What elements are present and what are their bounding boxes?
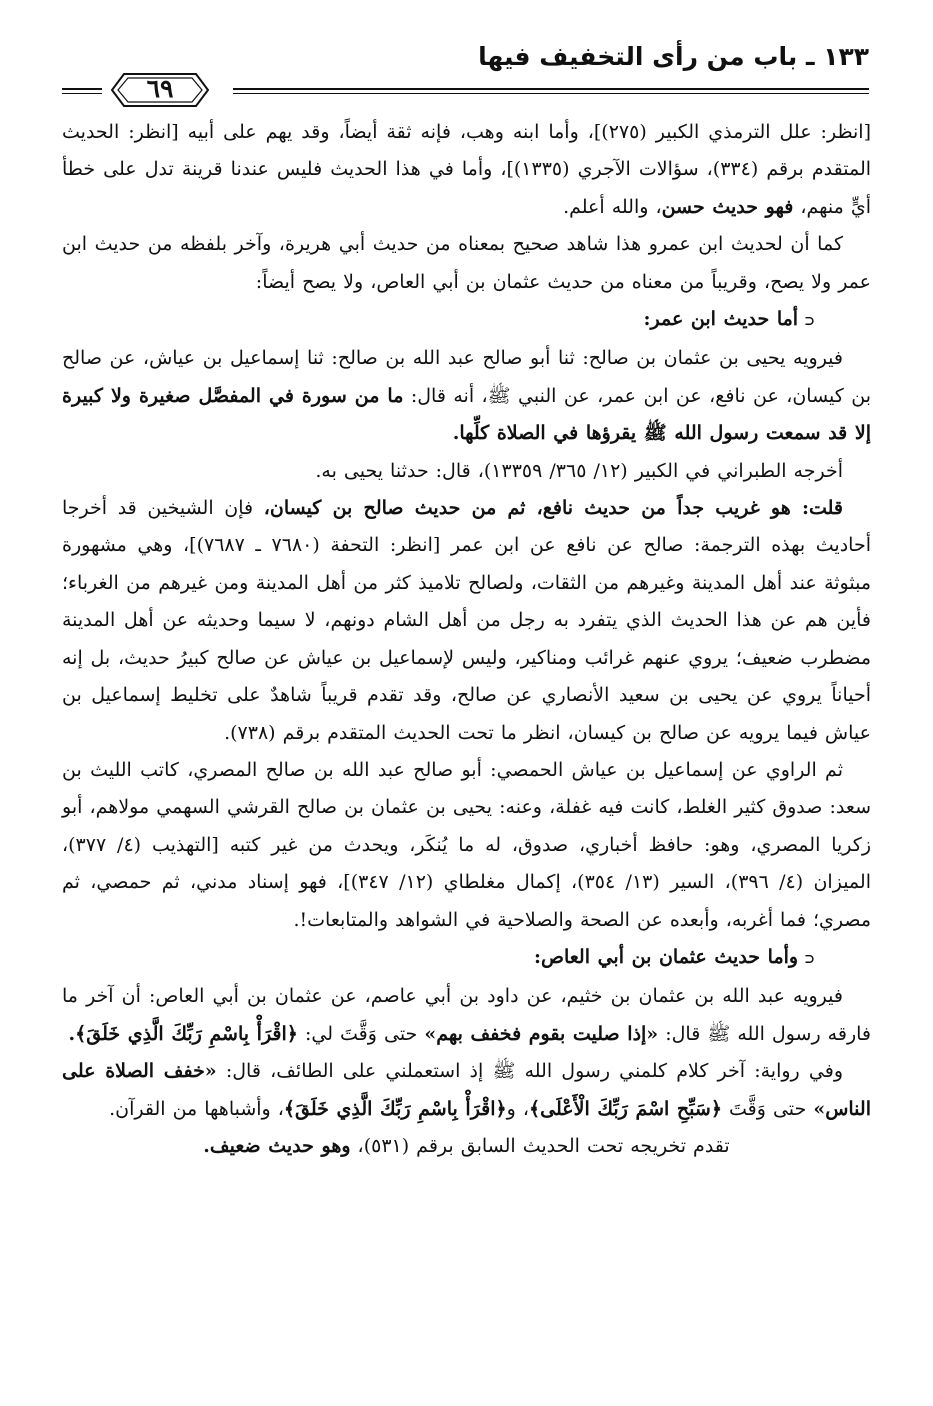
section-heading xyxy=(62,939,871,978)
paragraph: كما أن لحديث ابن عمرو هذا شاهد صحيح بمعناه من حديث أبي هريرة، وآخر بلفظه من حديث ابن عمر ولا يصح، وقريباً من معناه من حديث عثمان بن أبي العاص، ولا يصح أيضاً: xyxy=(62,233,871,293)
ruling-text: فهو حديث حسن xyxy=(661,195,794,218)
text-run: حتى وَقَّتَ لي: xyxy=(297,1022,425,1045)
bullet-icon: ⊂ xyxy=(804,314,815,330)
ruling-text: وهو حديث ضعيف. xyxy=(203,1134,351,1157)
paragraph xyxy=(62,1128,871,1165)
section-heading-text: وأما حديث عثمان بن أبي العاص: xyxy=(533,945,799,968)
page-number-badge xyxy=(110,70,210,110)
paragraph xyxy=(62,114,871,226)
header-rule xyxy=(62,88,102,90)
text-run: حتى وَقَّتَ xyxy=(721,1097,814,1120)
text-run: تقدم تخريجه تحت الحديث السابق برقم (٥٣١)، xyxy=(350,1134,730,1157)
paragraph: أخرجه الطبراني في الكبير (١٢/ ٣٦٥/ ١٣٣٥٩)، قال: حدثنا يحيى به. xyxy=(315,459,843,482)
chapter-title: ١٣٣ ـ باب من رأى التخفيف فيها xyxy=(478,42,869,71)
text-run: [انظر: علل الترمذي الكبير (٢٧٥)]، وأما ابنه وهب، فإنه ثقة أيضاً، وقد يهم على أبيه [انظر: الحديث المتقدم برقم (٣٣٤)، سؤالات الآجري (١٣٣٥)]، وأما في هذا الحديث فليس عندنا قرينة تدل على خطأ أيٍّ منهم، xyxy=(62,121,872,218)
text-run: وفي رواية: آخر كلام كلمني رسول الله ﷺ إذ استعملني على الطائف، قال: xyxy=(216,1060,843,1083)
quran-verse: ﴿سَبِّحِ اسْمَ رَبِّكَ الْأَعْلَى﴾ xyxy=(529,1097,722,1120)
page-number: ٦٩ xyxy=(146,74,174,103)
header-rule xyxy=(62,93,102,94)
quran-verse: ﴿اقْرَأْ بِاسْمِ رَبِّكَ الَّذِي خَلَقَ﴾. xyxy=(68,1022,298,1045)
text-run: ، و xyxy=(506,1097,530,1120)
page-body xyxy=(62,114,871,1165)
text-run: ، والله أعلم. xyxy=(563,195,662,218)
paragraph xyxy=(62,978,871,1053)
hadith-text: «خفف الصلاة على الناس» xyxy=(62,1060,871,1120)
text-run: ، وأشباهها من القرآن. xyxy=(109,1097,284,1120)
ruling-text: قلت: هو غريب جداً من حديث نافع، ثم من حديث صالح بن كيسان، xyxy=(263,497,843,520)
paragraph xyxy=(62,340,871,452)
paragraph xyxy=(62,1053,871,1128)
quran-verse: ﴿اقْرَأْ بِاسْمِ رَبِّكَ الَّذِي خَلَقَ﴾ xyxy=(283,1097,507,1120)
section-heading xyxy=(62,301,871,340)
paragraph xyxy=(62,490,871,752)
header-rule xyxy=(233,88,869,90)
text-run: فإن الشيخين قد أخرجا أحاديث بهذه الترجمة: صالح عن نافع عن ابن عمر [انظر: التحفة (٧٦٨٠ ـ ٧٦٨٧)]، وهي مشهورة مبثوثة عند أهل المدينة وغيرهم من الثقات، ولصالح تلاميذ كثر من أهل المدينة ومن غيرهم من الغرباء؛ فأين هم عن هذا الحديث الذي يتفرد به رجل من أهل الشام دونهم، لا سيما وحديثه عن أهل المدينة مضطرب ضعيف؛ يروي عنهم غرائب ومناكير، وليس لإسماعيل بن عياش عن صالح كبيرُ حديث، بل إنه أحياناً يروي عن يحيى بن سعيد الأنصاري عن صالح، وقد تقدم قريباً شاهدٌ على تخليط إسماعيل بن عياش فيما يرويه عن صالح بن كيسان، انظر ما تحت الحديث المتقدم برقم (٧٣٨). xyxy=(62,497,871,744)
hadith-text: «إذا صليت بقوم فخفف بهم» xyxy=(424,1022,659,1045)
page-header xyxy=(62,40,869,103)
text-run: فيرويه يحيى بن عثمان بن صالح: ثنا أبو صالح عبد الله بن صالح: ثنا إسماعيل بن عياش، عن صالح بن كيسان، عن نافع، عن ابن عمر، عن النبي ﷺ، أنه قال: xyxy=(62,347,872,407)
hadith-text: ما من سورة في المفصَّل صغيرة ولا كبيرة إلا قد سمعت رسول الله ﷺ يقرؤها في الصلاة كلِّها. xyxy=(62,384,871,445)
header-rule xyxy=(233,93,869,94)
bullet-icon: ⊂ xyxy=(804,951,815,967)
section-heading-text: أما حديث ابن عمر: xyxy=(643,308,799,331)
text-run: فيرويه عبد الله بن عثمان بن خثيم، عن داود بن أبي عاصم، عن عثمان بن أبي العاص: أن آخر ما فارقه رسول الله ﷺ قال: xyxy=(62,985,871,1045)
paragraph: ثم الراوي عن إسماعيل بن عياش الحمصي: أبو صالح عبد الله بن صالح المصري، كاتب الليث بن سعد: صدوق كثير الغلط، كانت فيه غفلة، وعنه: يحيى بن عثمان بن صالح القرشي السهمي مولاهم، أبو زكريا المصري، وهو: حافظ أخباري، صدوق، له ما يُنكَر، ويحدث من غير كتبه [التهذيب (٤/ ٣٧٧)، الميزان (٤/ ٣٩٦)، السير (١٣/ ٣٥٤)، إكمال مغلطاي (١٢/ ٣٤٧)]، فهو إسناد مدني، ثم حمصي، ثم مصري؛ فما أغربه، وأبعده عن الصحة والصلاحية في الشواهد والمتابعات!. xyxy=(62,758,872,931)
